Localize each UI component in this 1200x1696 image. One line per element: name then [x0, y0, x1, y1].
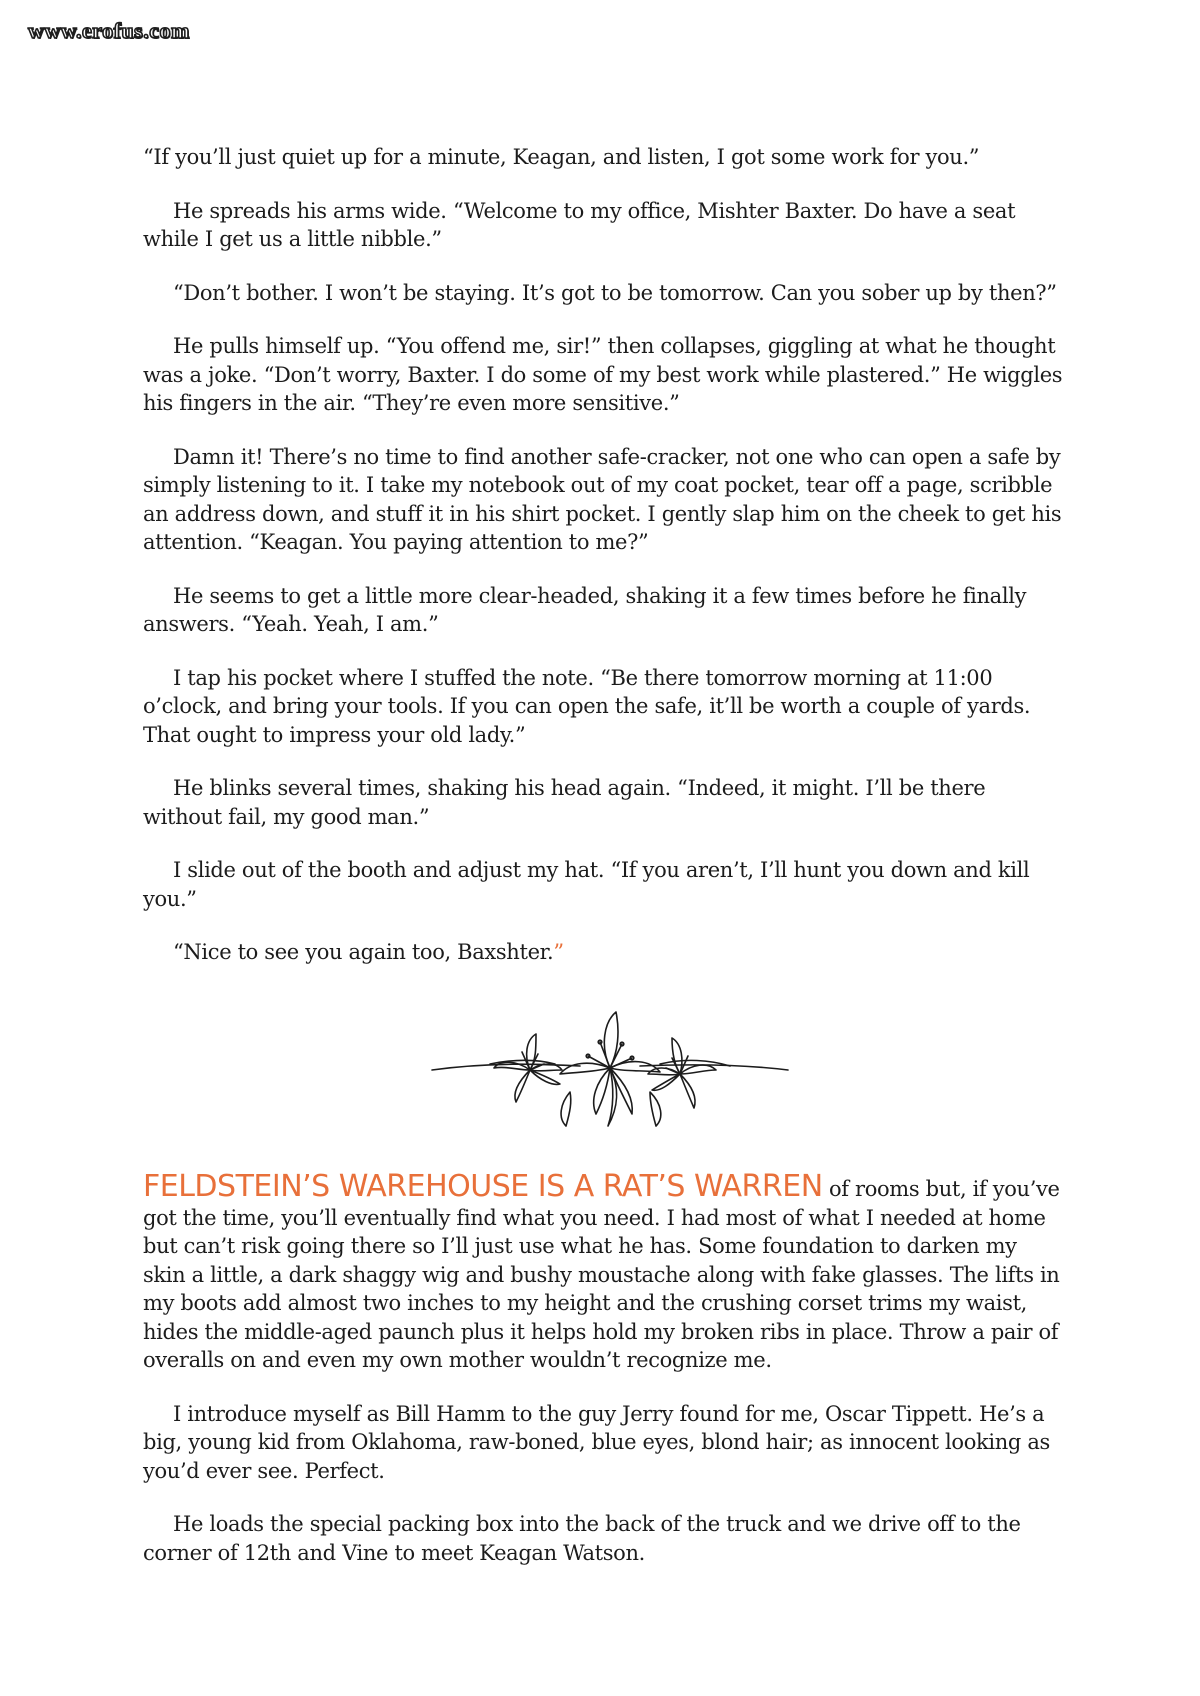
paragraph: Damn it! There’s no time to find another safe-cracker, not one who can open a safe by simply listening to it. I take my notebook out of my coat pocket, tear off a page, scribble an address down, and stuff it in his shirt pocket. I gently slap him on the cheek to get his attention. “Keagan. You paying attention to me?”: [143, 444, 1062, 554]
paragraph: I slide out of the booth and adjust my hat. “If you aren’t, I’ll hunt you down and kill you.”: [143, 858, 1030, 911]
paragraph: He pulls himself up. “You offend me, sir!” then collapses, giggling at what he thought was a joke. “Don’t worry, Baxter. I do some of my best work while plastered.” He wiggles his fingers in the air. “They’re even more sensitive.”: [143, 334, 1063, 415]
section-heading: FELDSTEIN’S WAREHOUSE IS A RAT’S WARREN: [143, 1169, 823, 1204]
paragraph: “Don’t bother. I won’t be staying. It’s got to be tomorrow. Can you sober up by then?”: [173, 280, 1057, 305]
paragraph: He loads the special packing box into the back of the truck and we drive off to the corner of 12th and Vine to meet Keagan Watson.: [143, 1512, 1021, 1565]
paragraph: He spreads his arms wide. “Welcome to my office, Mishter Baxter. Do have a seat while I get us a little nibble.”: [143, 198, 1016, 251]
section-two: [143, 1169, 1065, 1592]
paragraph: He seems to get a little more clear-headed, shaking it a few times before he finally answers. “Yeah. Yeah, I am.”: [143, 583, 1027, 636]
closing-quote: ”: [553, 940, 564, 964]
section-one: [143, 143, 1065, 992]
paragraph: I introduce myself as Bill Hamm to the guy Jerry found for me, Oscar Tippett. He’s a big, young kid from Oklahoma, raw-boned, blue eyes, blond hair; as innocent looking as you’d ever see. Perfect.: [143, 1401, 1050, 1483]
watermark: www.erofus.com: [28, 18, 190, 43]
section-opening-text: of rooms but, if you’ve got the time, you’ll eventually find what you need. I had most of what I needed at home but can’t risk going there so I’ll just use what he has. Some foundation to darken my skin a little, a dark shaggy wig and bushy moustache along with fake glasses. The lifts in my boots add almost two inches to my height and the crushing corset trims my waist, hides the middle-aged paunch plus it helps hold my broken ribs in place. Throw a pair of overalls on and even my own mother wouldn’t recognize me.: [143, 1177, 1060, 1372]
section-opening-paragraph: [143, 1169, 1065, 1375]
paragraph: “If you’ll just quiet up for a minute, Keagan, and listen, I got some work for you.”: [143, 145, 980, 169]
lily-flowers-icon: [430, 1000, 790, 1140]
paragraph-final-text: “Nice to see you again too, Baxshter.: [173, 940, 554, 964]
paragraph: He blinks several times, shaking his head again. “Indeed, it might. I’ll be there without fail, my good man.”: [143, 776, 986, 829]
paragraph-final: [143, 938, 1065, 967]
paragraph: I tap his pocket where I stuffed the note. “Be there tomorrow morning at 11:00 o’clock, and bring your tools. If you can open the safe, it’ll be worth a couple of yards. That ought to impress your old lady.”: [143, 665, 1031, 747]
